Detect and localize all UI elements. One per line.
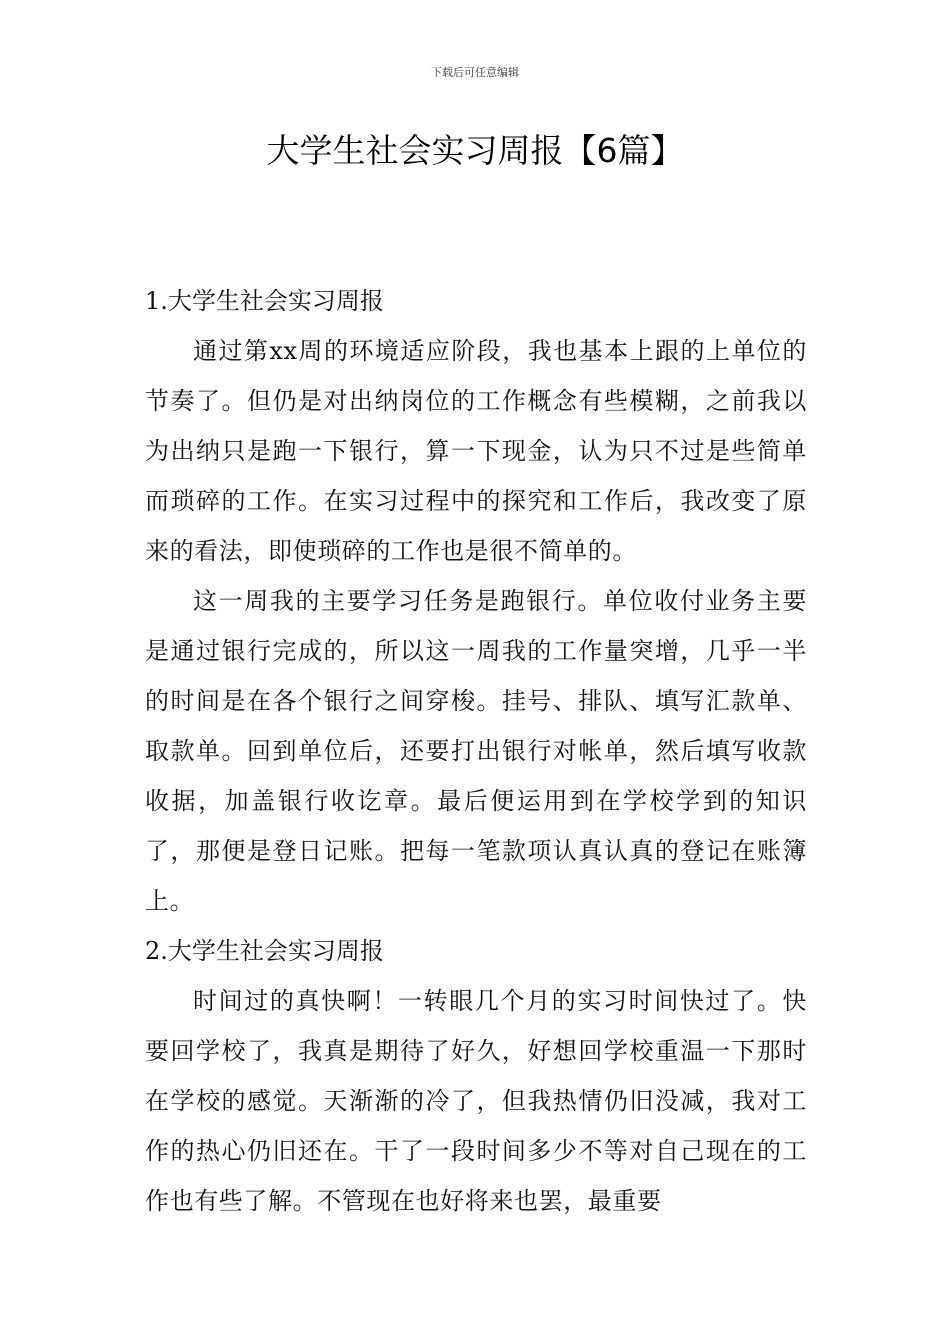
paragraph: 这一周我的主要学习任务是跑银行。单位收付业务主要是通过银行完成的，所以这一周我的工作量突增，几乎一半的时间是在各个银行之间穿梭。挂号、排队、填写汇款单、取款单。回到单位后，还要打出银行对帐单，然后填写收款收据，加盖银行收讫章。最后便运用到在学校学到的知识了，那便是登日记账。把每一笔款项认真认真的登记在账簿上。 bbox=[145, 587, 807, 915]
document-body bbox=[145, 276, 807, 1226]
section-heading: 2.大学生社会实习周报 bbox=[145, 937, 384, 965]
paragraph: 时间过的真快啊！一转眼几个月的实习时间快过了。快要回学校了，我真是期待了好久，好想回学校重温一下那时在学校的感觉。天渐渐的冷了，但我热情仍旧没减，我对工作的热心仍旧还在。干了一段时间多少不等对自己现在的工作也有些了解。不管现在也好将来也罢，最重要 bbox=[145, 987, 807, 1215]
header-note: 下载后可任意编辑 bbox=[431, 66, 519, 79]
section-2 bbox=[145, 926, 807, 1226]
document-title: 大学生社会实习周报【6篇】 bbox=[266, 131, 684, 170]
section-1 bbox=[145, 276, 807, 926]
section-heading: 1.大学生社会实习周报 bbox=[145, 287, 384, 315]
paragraph: 通过第xx周的环境适应阶段，我也基本上跟的上单位的节奏了。但仍是对出纳岗位的工作概念有些模糊，之前我以为出纳只是跑一下银行，算一下现金，认为只不过是些简单而琐碎的工作。在实习过程中的探究和工作后，我改变了原来的看法，即使琐碎的工作也是很不简单的。 bbox=[145, 337, 807, 565]
